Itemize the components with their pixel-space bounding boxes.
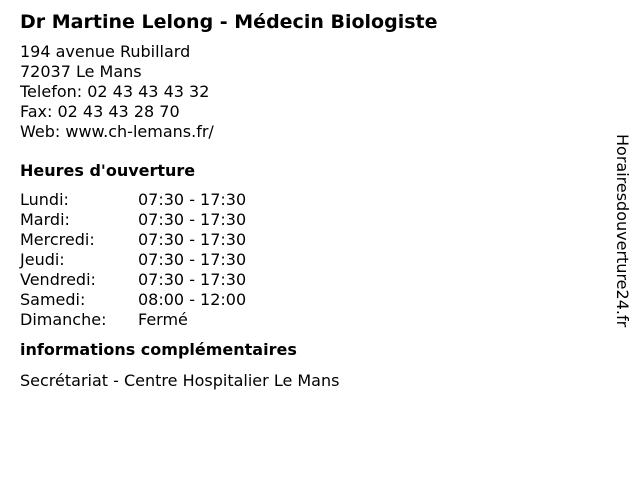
fax-number: Fax: 02 43 43 28 70 xyxy=(20,102,180,121)
time-range: 07:30 - 17:30 xyxy=(138,210,247,229)
hours-row xyxy=(20,290,246,310)
day-label: Samedi: xyxy=(20,290,86,309)
opening-hours-heading: Heures d'ouverture xyxy=(20,161,196,180)
phone-number: Telefon: 02 43 43 43 32 xyxy=(20,82,210,101)
opening-hours-table xyxy=(20,190,246,330)
city-address: 72037 Le Mans xyxy=(20,62,142,81)
contact-block xyxy=(20,42,600,142)
day-label: Lundi: xyxy=(20,190,69,209)
time-range: 08:00 - 12:00 xyxy=(138,290,247,309)
page-title: Dr Martine Lelong - Médecin Biologiste xyxy=(20,11,438,33)
time-range: 07:30 - 17:30 xyxy=(138,230,247,249)
additional-info-heading: informations complémentaires xyxy=(20,340,297,359)
hours-row xyxy=(20,270,246,290)
time-range: Fermé xyxy=(138,310,188,329)
day-label: Jeudi: xyxy=(20,250,65,269)
street-address: 194 avenue Rubillard xyxy=(20,42,191,61)
hours-row xyxy=(20,190,246,210)
hours-row xyxy=(20,230,246,250)
time-range: 07:30 - 17:30 xyxy=(138,190,247,209)
day-label: Mercredi: xyxy=(20,230,95,249)
hours-row xyxy=(20,310,246,330)
website-link[interactable]: Web: www.ch-lemans.fr/ xyxy=(20,122,214,141)
site-watermark: Horairesdouverture24.fr xyxy=(613,134,632,328)
time-range: 07:30 - 17:30 xyxy=(138,250,247,269)
day-label: Mardi: xyxy=(20,210,70,229)
hours-row xyxy=(20,250,246,270)
day-label: Vendredi: xyxy=(20,270,96,289)
hours-row xyxy=(20,210,246,230)
day-label: Dimanche: xyxy=(20,310,107,329)
time-range: 07:30 - 17:30 xyxy=(138,270,247,289)
additional-info-text: Secrétariat - Centre Hospitalier Le Mans xyxy=(20,371,340,390)
listing-card xyxy=(20,10,600,391)
